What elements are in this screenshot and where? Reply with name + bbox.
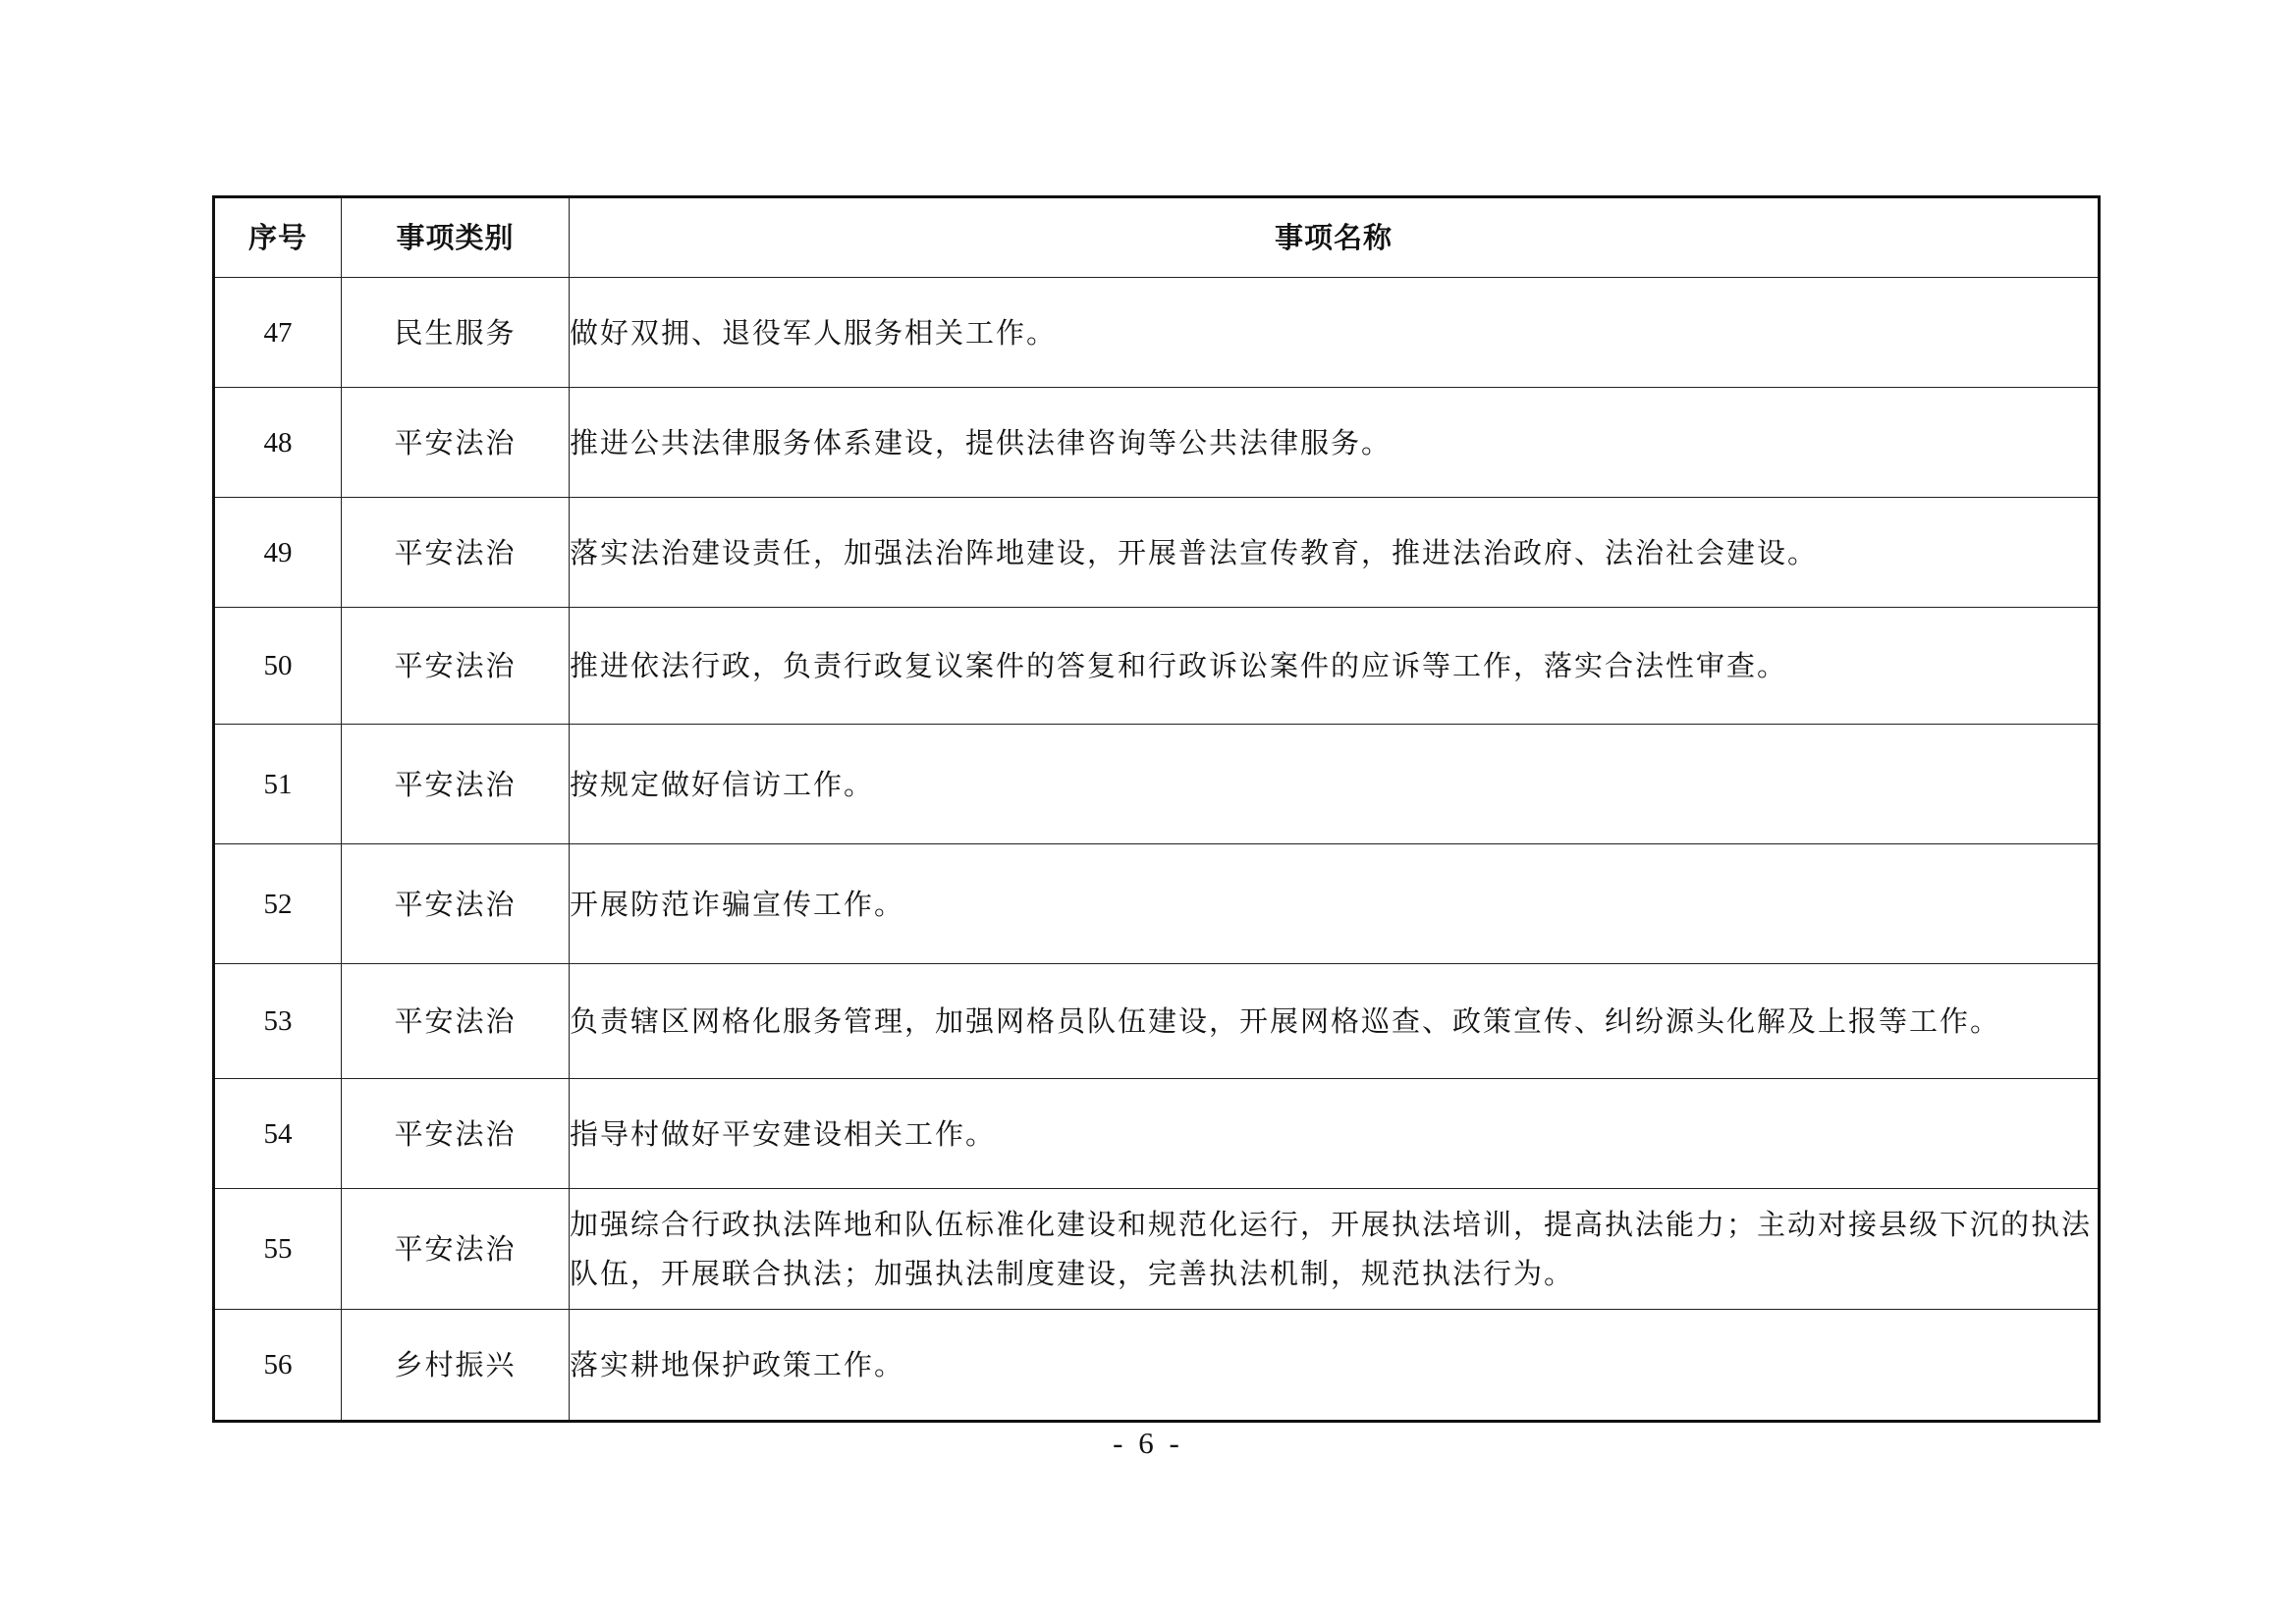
row-category: 民生服务 xyxy=(342,278,570,388)
row-num: 48 xyxy=(214,388,342,498)
row-category: 平安法治 xyxy=(342,725,570,844)
table-row xyxy=(214,278,2100,388)
header-name: 事项名称 xyxy=(570,197,2100,278)
row-name: 推进依法行政，负责行政复议案件的答复和行政诉讼案件的应诉等工作，落实合法性审查。 xyxy=(570,608,2100,725)
row-num: 51 xyxy=(214,725,342,844)
row-name: 按规定做好信访工作。 xyxy=(570,725,2100,844)
row-num: 49 xyxy=(214,498,342,608)
header-category: 事项类别 xyxy=(342,197,570,278)
table-row xyxy=(214,844,2100,964)
row-num: 52 xyxy=(214,844,342,964)
table-row xyxy=(214,964,2100,1079)
table-row xyxy=(214,608,2100,725)
table-row xyxy=(214,498,2100,608)
row-name: 指导村做好平安建设相关工作。 xyxy=(570,1079,2100,1189)
row-category: 平安法治 xyxy=(342,1079,570,1189)
table-row xyxy=(214,388,2100,498)
table-header-row xyxy=(214,197,2100,278)
row-category: 平安法治 xyxy=(342,498,570,608)
row-num: 55 xyxy=(214,1189,342,1310)
row-num: 54 xyxy=(214,1079,342,1189)
items-table xyxy=(212,195,2101,1423)
row-category: 平安法治 xyxy=(342,388,570,498)
row-name: 落实耕地保护政策工作。 xyxy=(570,1310,2100,1422)
row-num: 50 xyxy=(214,608,342,725)
row-name: 负责辖区网格化服务管理，加强网格员队伍建设，开展网格巡查、政策宣传、纠纷源头化解及上报等工作。 xyxy=(570,964,2100,1079)
row-num: 53 xyxy=(214,964,342,1079)
table-row xyxy=(214,1189,2100,1310)
row-category: 平安法治 xyxy=(342,1189,570,1310)
row-name: 做好双拥、退役军人服务相关工作。 xyxy=(570,278,2100,388)
table-row xyxy=(214,1310,2100,1422)
table-row xyxy=(214,1079,2100,1189)
row-category: 平安法治 xyxy=(342,608,570,725)
row-name: 落实法治建设责任，加强法治阵地建设，开展普法宣传教育，推进法治政府、法治社会建设。 xyxy=(570,498,2100,608)
row-num: 56 xyxy=(214,1310,342,1422)
row-category: 乡村振兴 xyxy=(342,1310,570,1422)
row-category: 平安法治 xyxy=(342,844,570,964)
row-name: 加强综合行政执法阵地和队伍标准化建设和规范化运行，开展执法培训，提高执法能力；主动对接县级下沉的执法队伍，开展联合执法；加强执法制度建设，完善执法机制，规范执法行为。 xyxy=(570,1189,2100,1310)
row-num: 47 xyxy=(214,278,342,388)
page-number: - 6 - xyxy=(1113,1426,1183,1460)
table-row xyxy=(214,725,2100,844)
row-name: 推进公共法律服务体系建设，提供法律咨询等公共法律服务。 xyxy=(570,388,2100,498)
row-category: 平安法治 xyxy=(342,964,570,1079)
row-name: 开展防范诈骗宣传工作。 xyxy=(570,844,2100,964)
header-num: 序号 xyxy=(214,197,342,278)
